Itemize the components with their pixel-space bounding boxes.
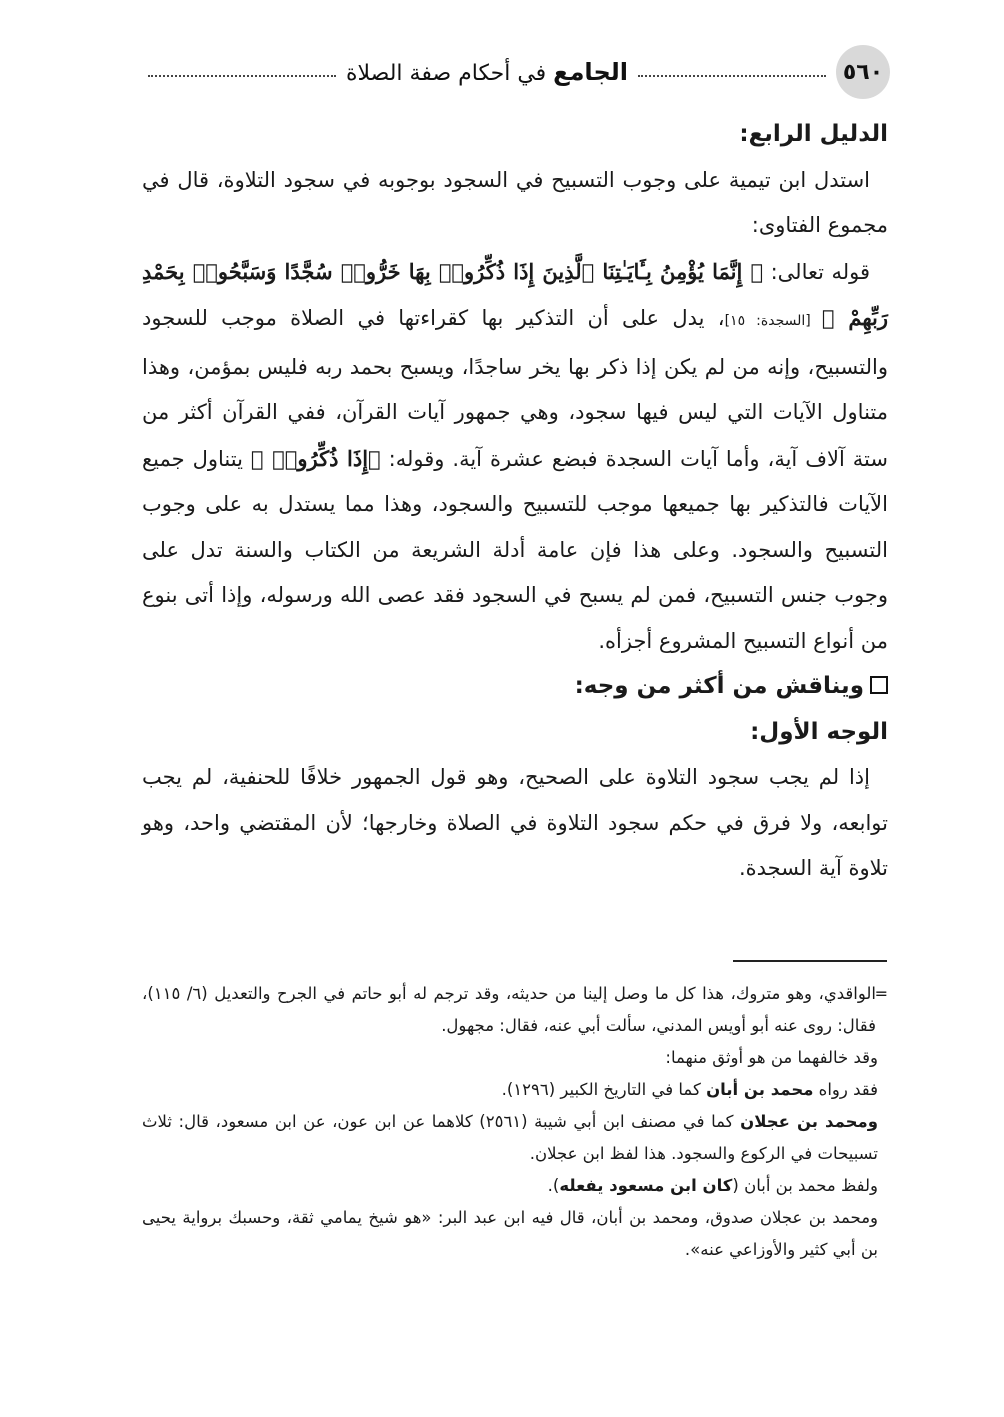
header-dotted-leader	[638, 75, 826, 77]
book-title-rest: في أحكام صفة الصلاة	[346, 61, 547, 86]
fn5-a: ولفظ محمد بن أبان (	[732, 1176, 878, 1195]
discussion-heading	[142, 664, 888, 710]
footnote-line-3	[142, 1074, 878, 1106]
running-header	[138, 44, 890, 100]
fn4-b: كما في مصنف ابن أبي شيبة (٢٥٦١) كلاهما عن ابن عون، عن ابن مسعود، قال: ثلاث تسبيحات في الركوع والسجود. هذا لفظ ابن عجلان.	[142, 1112, 878, 1163]
paragraph-1: استدل ابن تيمية على وجوب التسبيح في السجود بوجوبه في سجود التلاوة، قال في مجموع الفتاوى:	[142, 167, 888, 237]
heading-first-aspect: الوجه الأول:	[750, 718, 888, 745]
paragraph-2	[142, 249, 888, 665]
heading-fourth-evidence: الدليل الرابع:	[739, 121, 888, 147]
fn5-bold: كان ابن مسعود يفعله	[559, 1176, 733, 1195]
discussion-label: ويناقش من أكثر من وجه:	[574, 673, 864, 699]
quran-verse: ﴿ إِنَّمَا يُؤْمِنُ بِـَٔايَـٰتِنَا ٱلَّذِينَ إِذَا ذُكِّرُوا۟ بِهَا خَرُّوا۟ سُجَّدًا وَسَبَّحُوا۟ بِحَمْدِ رَبِّهِمْ ﴾	[142, 258, 889, 330]
main-text	[142, 112, 888, 892]
quran-verse-2: ﴿إِذَا ذُكِّرُوا۟ ﴾	[250, 445, 381, 471]
footnote-line-6: ومحمد بن عجلان صدوق، ومحمد بن أبان، قال فيه ابن عبد البر: «هو شيخ يمامي ثقة، وحسبك برواية يحيى بن أبي كثير والأوزاعي عنه».	[142, 1208, 878, 1259]
book-title	[346, 58, 628, 86]
paragraph-3: إذا لم يجب سجود التلاوة على الصحيح، وهو قول الجمهور خلافًا للحنفية، لم يجب توابعه، ولا فرق في حكم سجود التلاوة في الصلاة وخارجها؛ لأن المقتضي واحد، وهو تلاوة آية السجدة.	[142, 765, 888, 880]
p2-intro: قوله تعالى:	[763, 259, 870, 284]
footnote-continuation-mark: =	[874, 984, 888, 1003]
footnote-line-5	[142, 1170, 878, 1202]
header-dotted-leader-left	[148, 75, 336, 77]
fn3-bold: محمد بن أبان	[706, 1080, 814, 1099]
p2-rest: ، يدل على أن التذكير بها كقراءتها في الصلاة موجب للسجود والتسبيح، وإنه من لم يكن إذا ذكر بها يخر ساجدًا، ويسبح بحمد ربه فليس بمؤمن، وهذا متناول الآيات التي ليس فيها سجود، وهي جمهور آيات القرآن، ففي القرآن أكثر من ستة آلاف آية، وأما آيات السجدة فبضع عشرة آية. وقوله:	[142, 306, 888, 471]
footnote-separator	[733, 960, 887, 962]
footnote-line-4	[142, 1106, 878, 1170]
footnotes	[142, 978, 888, 1266]
footnote-line-2: وقد خالفهما من هو أوثق منهما:	[665, 1048, 878, 1067]
fn5-b: ).	[547, 1176, 560, 1195]
footnote-line-1: الواقدي، وهو متروك، هذا كل ما وصل إلينا من حديثه، وقد ترجم له أبو حاتم في الجرح والتعديل (٦/ ١١٥)، فقال: روى عنه أبو أويس المدني، سألت أبي عنه، فقال: مجهول.	[142, 984, 876, 1035]
checkbox-icon	[870, 676, 888, 694]
book-title-bold: الجامع	[553, 58, 628, 86]
page-number: ٥٦٠	[836, 45, 890, 99]
fn4-bold: ومحمد بن عجلان	[740, 1112, 879, 1131]
verse-citation: [السجدة: ١٥]	[724, 313, 822, 329]
fn3-b: كما في التاريخ الكبير (١٢٩٦).	[501, 1080, 707, 1099]
p2-end: يتناول جميع الآيات فالتذكير بها جميعها موجب للتسبيح والسجود، وهذا مما يستدل به على وجوب التسبيح والسجود. وعلى هذا فإن عامة أدلة الشريعة من الكتاب والسنة تدل على وجوب جنس التسبيح، فمن لم يسبح في السجود فقد عصى الله ورسوله، وإذا أتى بنوع من أنواع التسبيح المشروع أجزأه.	[142, 446, 888, 653]
fn3-a: فقد رواه	[813, 1080, 878, 1099]
